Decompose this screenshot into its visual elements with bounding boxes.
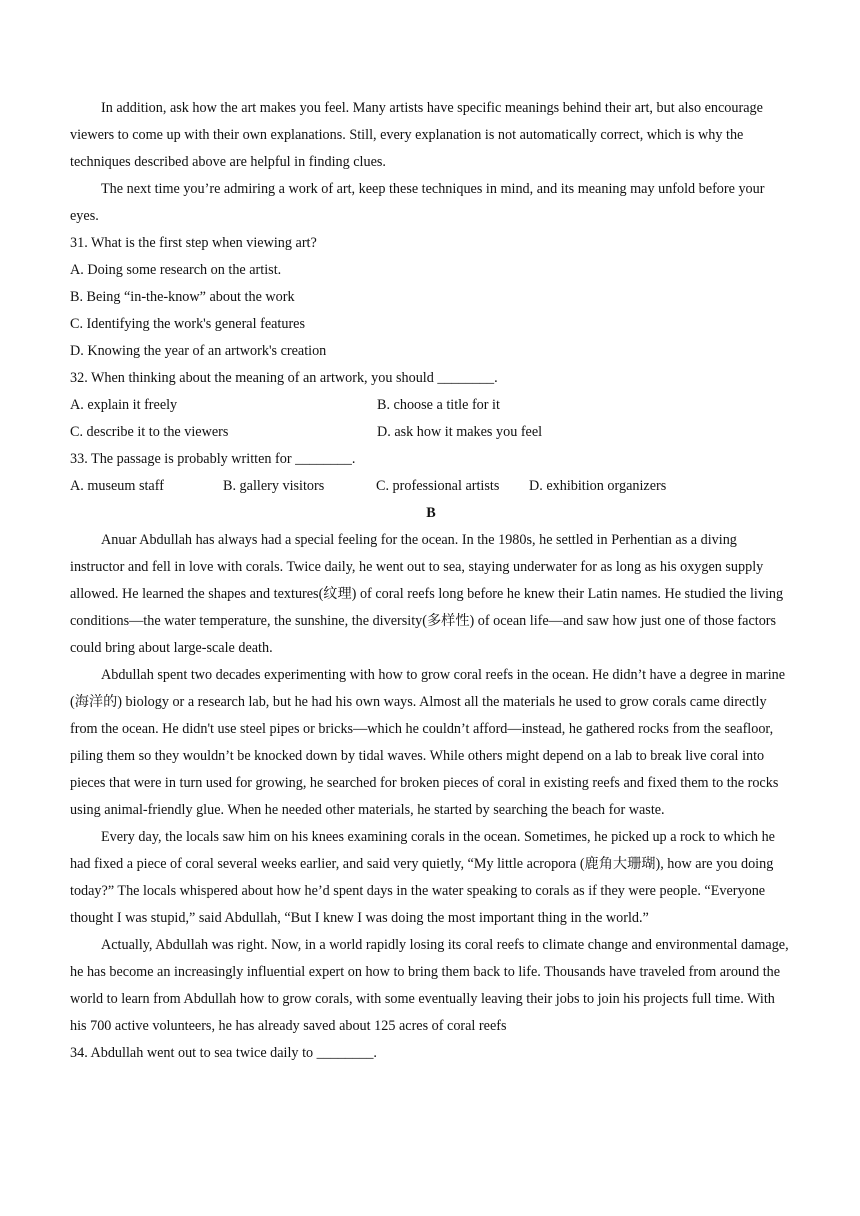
question-33-options-row xyxy=(70,473,792,500)
question-33-option-b: B. gallery visitors xyxy=(223,478,325,494)
question-32-option-a: A. explain it freely xyxy=(70,397,178,413)
question-31-option-c: C. Identifying the work's general features xyxy=(70,316,305,332)
question-32-option-c: C. describe it to the viewers xyxy=(70,424,229,440)
question-31-option-b: B. Being “in-the-know” about the work xyxy=(70,289,295,305)
question-31-option-d: D. Knowing the year of an artwork's creation xyxy=(70,343,327,359)
question-31-option-a: A. Doing some research on the artist. xyxy=(70,262,282,278)
question-32-option-b: B. choose a title for it xyxy=(377,397,500,413)
question-34-stem: 34. Abdullah went out to sea twice daily to ________. xyxy=(70,1045,377,1061)
section-b-paragraph-1: Anuar Abdullah has always had a special feeling for the ocean. In the 1980s, he settled in Perhentian as a diving instructor and fell in love with corals. Twice daily, he went out to sea, staying underwater for as long as his oxygen supply allowed. He learned the shapes and textures(纹理) of coral reefs long before he knew their Latin names. He studied the living conditions—the water temperature, the sunshine, the diversity(多样性) of ocean life—and saw how just one of those factors could bring about large-scale death. xyxy=(70,532,784,656)
section-b-paragraph-4: Actually, Abdullah was right. Now, in a world rapidly losing its coral reefs to climate change and environmental damage, he has become an increasingly influential expert on how to bring them back to life. Thousands have traveled from around the world to learn from Abdullah how to grow corals, with some eventually leaving their jobs to join his projects full time. With his 700 active volunteers, he has already saved about 125 acres of coral reefs xyxy=(70,937,789,1034)
question-33-stem: 33. The passage is probably written for ________. xyxy=(70,451,356,467)
question-32-option-d: D. ask how it makes you feel xyxy=(377,424,543,440)
question-33-option-d: D. exhibition organizers xyxy=(529,478,667,494)
question-31-stem: 31. What is the first step when viewing art? xyxy=(70,235,317,251)
section-b-title: B xyxy=(426,505,436,521)
section-b-paragraph-2: Abdullah spent two decades experimenting with how to grow coral reefs in the ocean. He didn’t have a degree in marine (海洋的) biology or a research lab, but he had his own ways. Almost all the materials he used to grow corals came directly from the ocean. He didn't use steel pipes or bricks—which he couldn’t afford—instead, he gathered rocks from the seafloor, piling them so they wouldn’t be knocked down by tidal waves. While others might depend on a lab to break live coral into pieces that were in turn used for growing, he searched for broken pieces of coral in existing reefs and fixed them to the rocks using animal-friendly glue. When he needed other materials, he started by searching the beach for waste. xyxy=(70,667,786,818)
passage-a-paragraph-1: In addition, ask how the art makes you feel. Many artists have specific meanings behind their art, but also encourage viewers to come up with their own explanations. Still, every explanation is not automatically correct, which is why the techniques described above are helpful in finding clues. xyxy=(70,100,763,170)
question-32-options-row-1 xyxy=(70,392,792,419)
question-33-option-c: C. professional artists xyxy=(376,478,500,494)
question-32-stem: 32. When thinking about the meaning of an artwork, you should ________. xyxy=(70,370,498,386)
document-page xyxy=(70,95,792,1067)
question-33-option-a: A. museum staff xyxy=(70,478,164,494)
passage-a-paragraph-2: The next time you’re admiring a work of art, keep these techniques in mind, and its meaning may unfold before your eyes. xyxy=(70,181,765,224)
question-32-options-row-2 xyxy=(70,419,792,446)
section-b-paragraph-3: Every day, the locals saw him on his knees examining corals in the ocean. Sometimes, he picked up a rock to which he had fixed a piece of coral several weeks earlier, and said very quietly, “My little acropora (鹿角大珊瑚), how are you doing today?” The locals whispered about how he’d spent days in the water speaking to corals as if they were people. “Everyone thought I was stupid,” said Abdullah, “But I knew I was doing the most important thing in the world.” xyxy=(70,829,775,926)
